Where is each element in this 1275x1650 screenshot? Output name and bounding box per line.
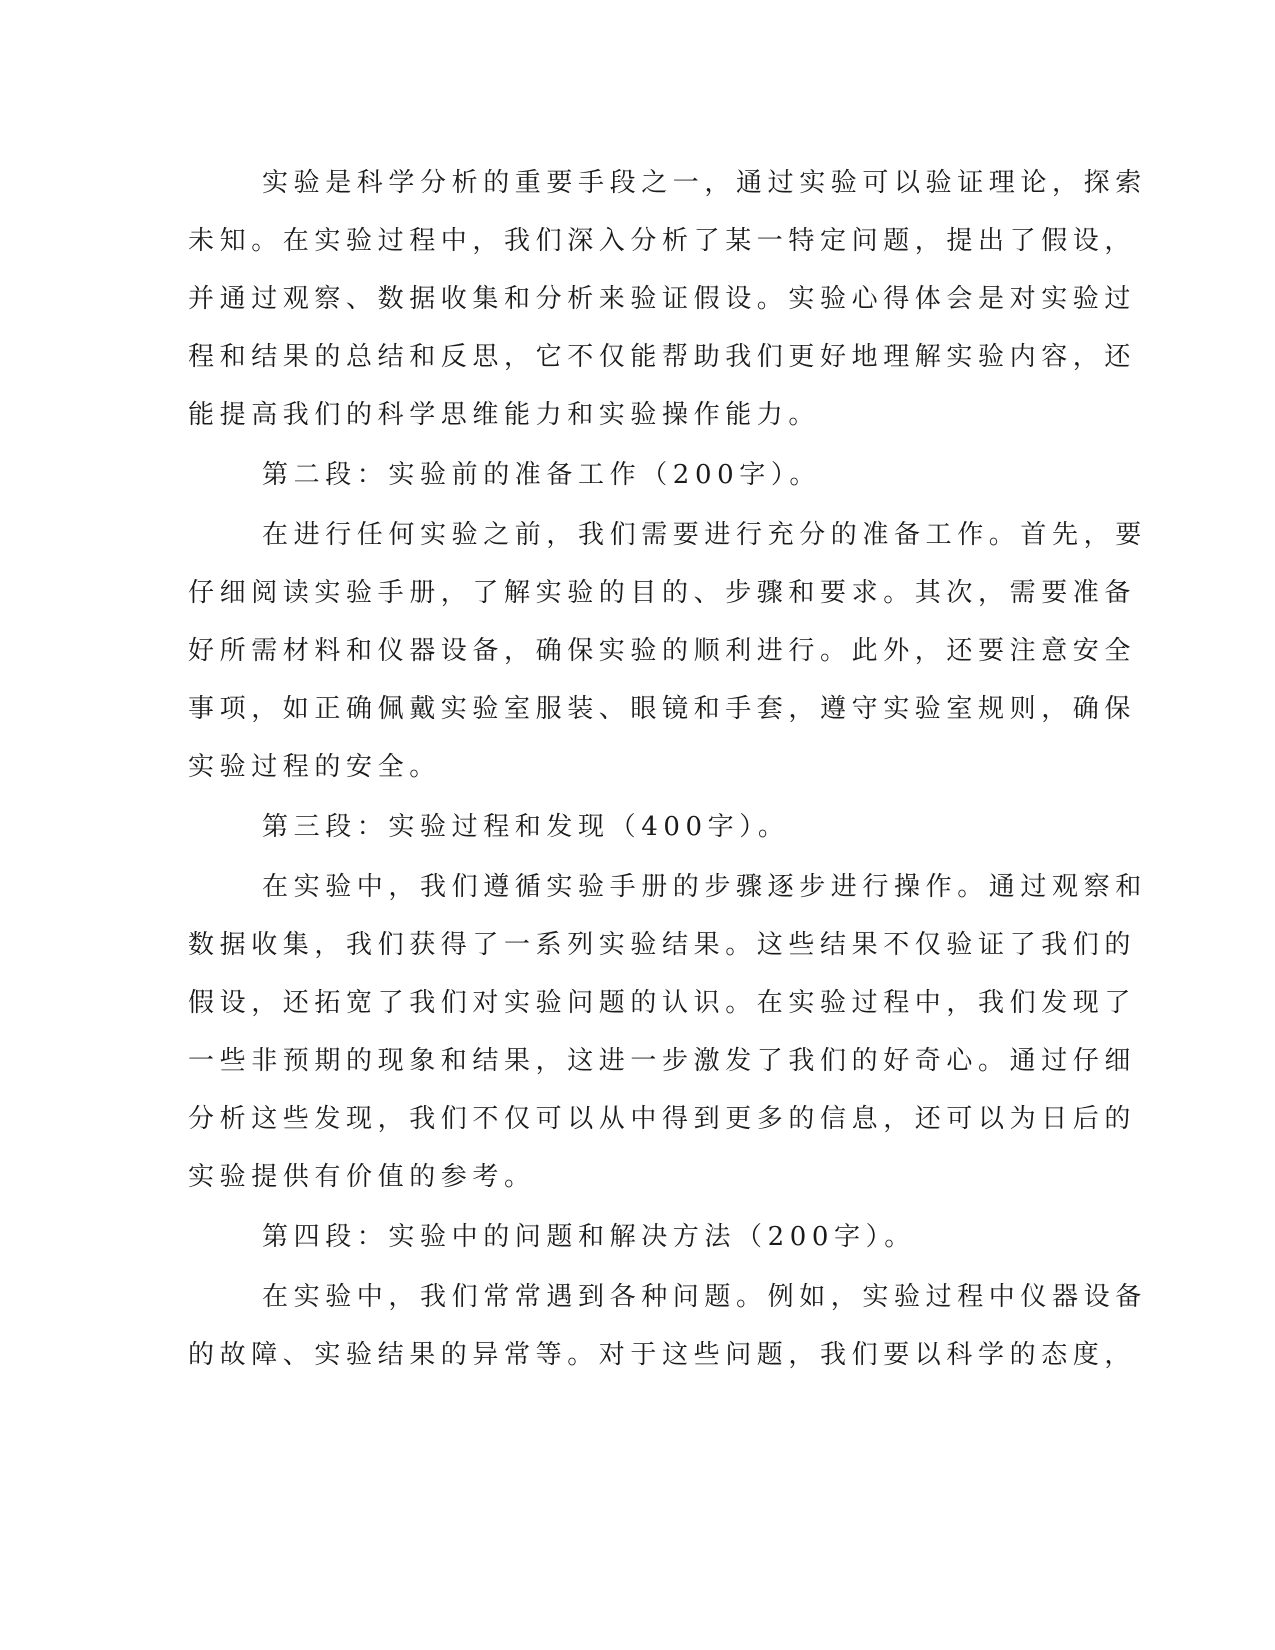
paragraph-3-line-3: 假设，还拓宽了我们对实验问题的认识。在实验过程中，我们发现了	[188, 988, 1137, 1018]
paragraph-2-line-5: 实验过程的安全。	[188, 752, 441, 782]
section-heading-4: 第四段：实验中的问题和解决方法（200字）。	[262, 1222, 916, 1252]
paragraph-3-line-6: 实验提供有价值的参考。	[188, 1162, 536, 1192]
section-heading-3: 第三段：实验过程和发现（400字）。	[262, 812, 790, 842]
paragraph-2-line-2: 仔细阅读实验手册，了解实验的目的、步骤和要求。其次，需要准备	[188, 578, 1137, 608]
paragraph-1-line-1: 实验是科学分析的重要手段之一，通过实验可以验证理论，探索	[262, 168, 1147, 198]
paragraph-3-line-2: 数据收集，我们获得了一系列实验结果。这些结果不仅验证了我们的	[188, 930, 1137, 960]
paragraph-4-line-1: 在实验中，我们常常遇到各种问题。例如，实验过程中仪器设备	[262, 1282, 1147, 1312]
paragraph-3-line-5: 分析这些发现，我们不仅可以从中得到更多的信息，还可以为日后的	[188, 1104, 1137, 1134]
paragraph-2-line-4: 事项，如正确佩戴实验室服装、眼镜和手套，遵守实验室规则，确保	[188, 694, 1137, 724]
section-heading-2: 第二段：实验前的准备工作（200字）。	[262, 460, 822, 490]
paragraph-1-line-4: 程和结果的总结和反思，它不仅能帮助我们更好地理解实验内容，还	[188, 342, 1137, 372]
paragraph-2-line-3: 好所需材料和仪器设备，确保实验的顺利进行。此外，还要注意安全	[188, 636, 1137, 666]
paragraph-4-line-2: 的故障、实验结果的异常等。对于这些问题，我们要以科学的态度，	[188, 1340, 1137, 1370]
paragraph-3-line-4: 一些非预期的现象和结果，这进一步激发了我们的好奇心。通过仔细	[188, 1046, 1137, 1076]
paragraph-2-line-1: 在进行任何实验之前，我们需要进行充分的准备工作。首先，要	[262, 520, 1147, 550]
paragraph-1-line-3: 并通过观察、数据收集和分析来验证假设。实验心得体会是对实验过	[188, 284, 1137, 314]
paragraph-3-line-1: 在实验中，我们遵循实验手册的步骤逐步进行操作。通过观察和	[262, 872, 1147, 902]
paragraph-1-line-2: 未知。在实验过程中，我们深入分析了某一特定问题，提出了假设，	[188, 226, 1137, 256]
paragraph-1-line-5: 能提高我们的科学思维能力和实验操作能力。	[188, 400, 821, 430]
